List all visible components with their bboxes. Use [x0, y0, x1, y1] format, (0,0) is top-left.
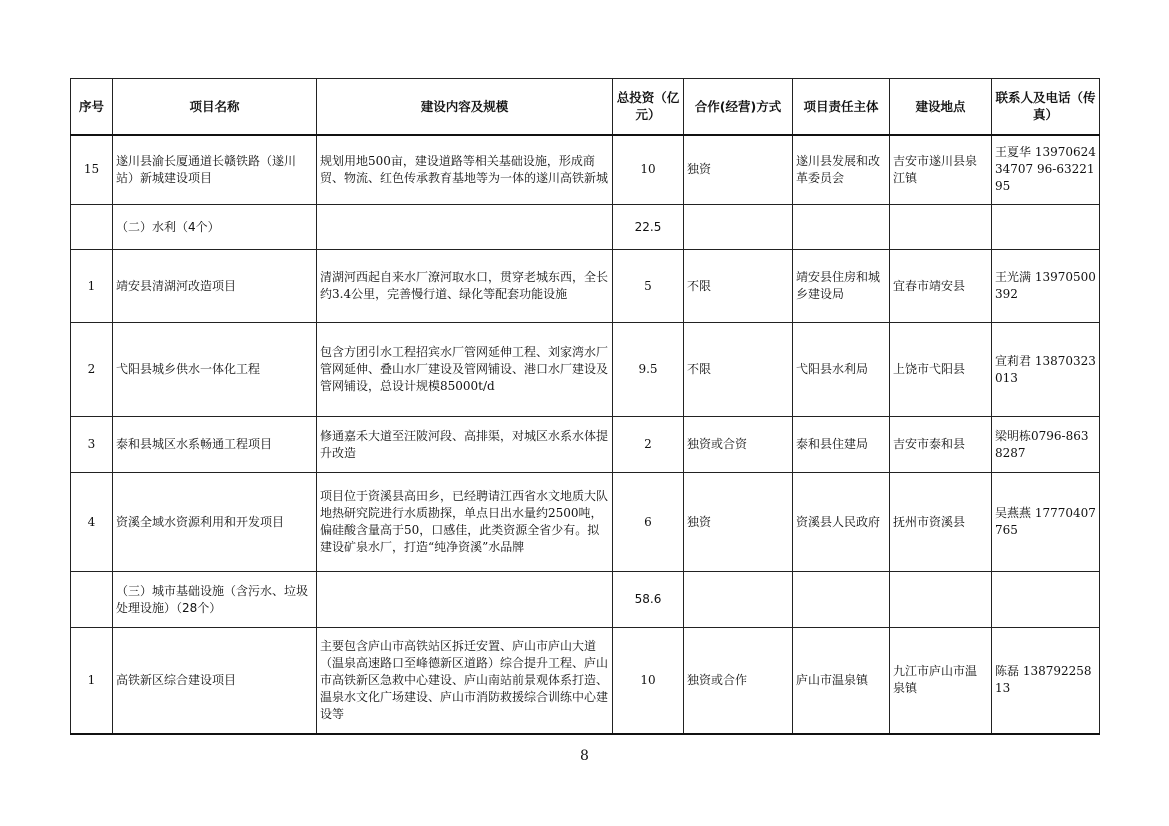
- cell-contact: 吴燕燕 17770407765: [992, 473, 1100, 572]
- cell-seq: 3: [71, 417, 113, 473]
- section-invest: 58.6: [613, 572, 684, 628]
- cell-content: 修通嘉禾大道至汪陂河段、高排渠，对城区水系水体提升改造: [317, 417, 613, 473]
- table-row: [71, 473, 1100, 572]
- cell-invest: 2: [613, 417, 684, 473]
- cell-seq: 2: [71, 323, 113, 417]
- cell-content: 包含方团引水工程招宾水厂管网延伸工程、刘家湾水厂管网延伸、叠山水厂建设及管网铺设、港口水厂建设及管网铺设，总设计规模85000t/d: [317, 323, 613, 417]
- cell-invest: 5: [613, 250, 684, 323]
- section-invest: 22.5: [613, 205, 684, 250]
- header-seq: 序号: [71, 79, 113, 135]
- project-table: [70, 78, 1100, 735]
- header-contact: 联系人及电话（传真）: [992, 79, 1100, 135]
- cell-seq: 15: [71, 135, 113, 205]
- table-row: [71, 628, 1100, 734]
- header-content: 建设内容及规模: [317, 79, 613, 135]
- cell-content: 项目位于资溪县高田乡，已经聘请江西省水文地质大队地热研究院进行水质勘探，单点日出水量约2500吨，偏硅酸含量高于50，口感佳，此类资源全省少有。拟建设矿泉水厂，打造“纯净资溪”水品牌: [317, 473, 613, 572]
- cell-name: 泰和县城区水系畅通工程项目: [113, 417, 317, 473]
- header-mode: 合作(经营)方式: [684, 79, 793, 135]
- section-row-water: [71, 205, 1100, 250]
- table-row: [71, 250, 1100, 323]
- cell-contact: 梁明栋0796-8638287: [992, 417, 1100, 473]
- cell-contact: 宣莉君 13870323013: [992, 323, 1100, 417]
- cell-location: 吉安市泰和县: [890, 417, 992, 473]
- cell-location: 上饶市弋阳县: [890, 323, 992, 417]
- cell-content: 清湖河西起自来水厂潦河取水口，贯穿老城东西，全长约3.4公里，完善慢行道、绿化等配套功能设施: [317, 250, 613, 323]
- cell-seq: 4: [71, 473, 113, 572]
- table-row: [71, 135, 1100, 205]
- cell-seq: 1: [71, 250, 113, 323]
- cell-content: 规划用地500亩，建设道路等相关基础设施，形成商贸、物流、红色传承教育基地等为一体的遂川高铁新城: [317, 135, 613, 205]
- section-title: （三）城市基础设施（含污水、垃圾处理设施）（28个）: [113, 572, 317, 628]
- cell-location: 吉安市遂川县泉江镇: [890, 135, 992, 205]
- cell-mode: 独资或合资: [684, 417, 793, 473]
- cell-invest: 10: [613, 628, 684, 734]
- cell-invest: 6: [613, 473, 684, 572]
- table-row: [71, 417, 1100, 473]
- cell-contact: 王光满 13970500392: [992, 250, 1100, 323]
- cell-location: 九江市庐山市温泉镇: [890, 628, 992, 734]
- cell-mode: 独资: [684, 135, 793, 205]
- cell-name: 靖安县清湖河改造项目: [113, 250, 317, 323]
- cell-seq: 1: [71, 628, 113, 734]
- cell-mode: 不限: [684, 323, 793, 417]
- table-header-row: [71, 79, 1100, 135]
- cell-owner: 靖安县住房和城乡建设局: [793, 250, 890, 323]
- section-title: （二）水利（4个）: [113, 205, 317, 250]
- cell-name: 遂川县渝长厦通道长赣铁路（遂川站）新城建设项目: [113, 135, 317, 205]
- cell-owner: 泰和县住建局: [793, 417, 890, 473]
- cell-mode: 独资: [684, 473, 793, 572]
- cell-mode: 不限: [684, 250, 793, 323]
- table-row: [71, 323, 1100, 417]
- cell-contact: 王夏华 1397062434707 96-6322195: [992, 135, 1100, 205]
- cell-owner: 弋阳县水利局: [793, 323, 890, 417]
- cell-invest: 10: [613, 135, 684, 205]
- cell-invest: 9.5: [613, 323, 684, 417]
- cell-content: 主要包含庐山市高铁站区拆迁安置、庐山市庐山大道（温泉高速路口至峰德新区道路）综合提升工程、庐山市高铁新区急救中心建设、庐山南站前景观体系打造、温泉水文化广场建设、庐山市消防救援综合训练中心建设等: [317, 628, 613, 734]
- header-location: 建设地点: [890, 79, 992, 135]
- header-name: 项目名称: [113, 79, 317, 135]
- section-row-urban: [71, 572, 1100, 628]
- cell-location: 抚州市资溪县: [890, 473, 992, 572]
- cell-name: 资溪全域水资源利用和开发项目: [113, 473, 317, 572]
- cell-name: 高铁新区综合建设项目: [113, 628, 317, 734]
- page-number: 8: [580, 748, 589, 764]
- cell-owner: 庐山市温泉镇: [793, 628, 890, 734]
- cell-owner: 资溪县人民政府: [793, 473, 890, 572]
- cell-mode: 独资或合作: [684, 628, 793, 734]
- cell-location: 宜春市靖安县: [890, 250, 992, 323]
- cell-contact: 陈磊 13879225813: [992, 628, 1100, 734]
- header-invest: 总投资（亿元）: [613, 79, 684, 135]
- header-owner: 项目责任主体: [793, 79, 890, 135]
- cell-name: 弋阳县城乡供水一体化工程: [113, 323, 317, 417]
- cell-owner: 遂川县发展和改革委员会: [793, 135, 890, 205]
